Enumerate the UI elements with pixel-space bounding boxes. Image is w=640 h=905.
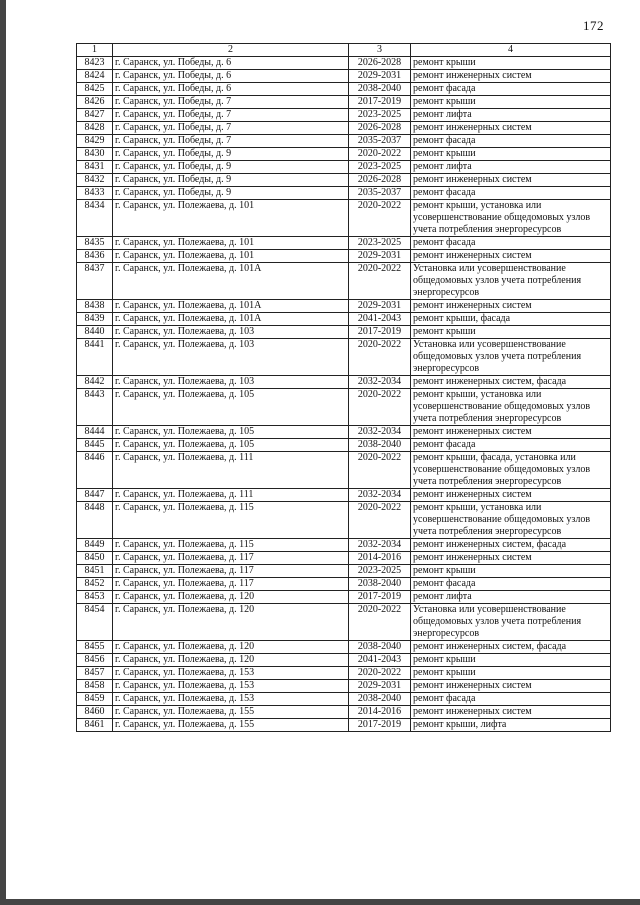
row-work-type: ремонт крыши (411, 148, 611, 161)
row-address: г. Саранск, ул. Полежаева, д. 101 (113, 250, 349, 263)
row-period: 2017-2019 (349, 96, 411, 109)
row-period: 2020-2022 (349, 452, 411, 489)
row-address: г. Саранск, ул. Победы, д. 7 (113, 109, 349, 122)
row-period: 2017-2019 (349, 591, 411, 604)
row-number: 8438 (77, 300, 113, 313)
row-work-type: ремонт крыши, фасада (411, 313, 611, 326)
table-row (77, 452, 611, 489)
row-work-type: ремонт крыши (411, 96, 611, 109)
row-period: 2020-2022 (349, 200, 411, 237)
row-period: 2023-2025 (349, 109, 411, 122)
row-period: 2032-2034 (349, 426, 411, 439)
row-number: 8440 (77, 326, 113, 339)
table-row (77, 641, 611, 654)
row-work-type: ремонт крыши (411, 326, 611, 339)
row-address: г. Саранск, ул. Победы, д. 7 (113, 122, 349, 135)
row-address: г. Саранск, ул. Полежаева, д. 111 (113, 452, 349, 489)
row-address: г. Саранск, ул. Полежаева, д. 120 (113, 641, 349, 654)
row-work-type: ремонт инженерных систем (411, 426, 611, 439)
row-number: 8436 (77, 250, 113, 263)
row-number: 8452 (77, 578, 113, 591)
column-header: 2 (113, 44, 349, 57)
row-address: г. Саранск, ул. Полежаева, д. 155 (113, 719, 349, 732)
row-period: 2038-2040 (349, 578, 411, 591)
row-number: 8425 (77, 83, 113, 96)
table-row (77, 200, 611, 237)
column-header: 3 (349, 44, 411, 57)
row-number: 8459 (77, 693, 113, 706)
table-body (77, 57, 611, 732)
row-work-type: ремонт крыши, установка или усовершенствование общедомовых узлов учета потребления энергоресурсов (411, 200, 611, 237)
row-period: 2032-2034 (349, 539, 411, 552)
row-number: 8433 (77, 187, 113, 200)
row-work-type: ремонт фасада (411, 135, 611, 148)
table-row (77, 680, 611, 693)
row-address: г. Саранск, ул. Полежаева, д. 120 (113, 591, 349, 604)
row-period: 2026-2028 (349, 57, 411, 70)
row-address: г. Саранск, ул. Победы, д. 9 (113, 161, 349, 174)
table-row (77, 148, 611, 161)
row-work-type: ремонт инженерных систем (411, 300, 611, 313)
table-row (77, 426, 611, 439)
row-period: 2014-2016 (349, 552, 411, 565)
row-work-type: ремонт лифта (411, 109, 611, 122)
row-work-type: ремонт лифта (411, 591, 611, 604)
repair-schedule-table (76, 43, 611, 732)
row-period: 2023-2025 (349, 161, 411, 174)
row-work-type: Установка или усовершенствование общедомовых узлов учета потребления энергоресурсов (411, 604, 611, 641)
row-period: 2020-2022 (349, 502, 411, 539)
row-address: г. Саранск, ул. Полежаева, д. 117 (113, 565, 349, 578)
column-header: 1 (77, 44, 113, 57)
row-number: 8454 (77, 604, 113, 641)
row-number: 8447 (77, 489, 113, 502)
row-number: 8432 (77, 174, 113, 187)
table-row (77, 161, 611, 174)
row-address: г. Саранск, ул. Победы, д. 9 (113, 187, 349, 200)
row-address: г. Саранск, ул. Полежаева, д. 153 (113, 667, 349, 680)
row-address: г. Саранск, ул. Полежаева, д. 115 (113, 502, 349, 539)
row-number: 8431 (77, 161, 113, 174)
table-row (77, 667, 611, 680)
table-row (77, 250, 611, 263)
row-period: 2026-2028 (349, 174, 411, 187)
row-work-type: ремонт инженерных систем, фасада (411, 376, 611, 389)
table-row (77, 376, 611, 389)
column-header: 4 (411, 44, 611, 57)
table-row (77, 174, 611, 187)
table-row (77, 300, 611, 313)
row-address: г. Саранск, ул. Полежаева, д. 120 (113, 654, 349, 667)
table-row (77, 389, 611, 426)
table-row (77, 693, 611, 706)
row-address: г. Саранск, ул. Полежаева, д. 105 (113, 439, 349, 452)
row-work-type: ремонт крыши (411, 667, 611, 680)
row-number: 8460 (77, 706, 113, 719)
table-row (77, 96, 611, 109)
page-number: 172 (583, 18, 604, 33)
row-address: г. Саранск, ул. Победы, д. 7 (113, 135, 349, 148)
row-period: 2017-2019 (349, 719, 411, 732)
row-number: 8423 (77, 57, 113, 70)
row-period: 2038-2040 (349, 641, 411, 654)
row-address: г. Саранск, ул. Полежаева, д. 105 (113, 426, 349, 439)
row-number: 8449 (77, 539, 113, 552)
table-header-row (77, 44, 611, 57)
row-work-type: ремонт инженерных систем (411, 122, 611, 135)
table-row (77, 83, 611, 96)
row-address: г. Саранск, ул. Победы, д. 6 (113, 57, 349, 70)
row-period: 2038-2040 (349, 439, 411, 452)
row-address: г. Саранск, ул. Полежаева, д. 103 (113, 376, 349, 389)
table-row (77, 237, 611, 250)
row-address: г. Саранск, ул. Полежаева, д. 103 (113, 326, 349, 339)
row-address: г. Саранск, ул. Полежаева, д. 105 (113, 389, 349, 426)
row-address: г. Саранск, ул. Победы, д. 6 (113, 83, 349, 96)
row-work-type: ремонт крыши, установка или усовершенствование общедомовых узлов учета потребления энергоресурсов (411, 389, 611, 426)
row-work-type: ремонт крыши (411, 565, 611, 578)
row-number: 8453 (77, 591, 113, 604)
table-row (77, 263, 611, 300)
row-period: 2035-2037 (349, 135, 411, 148)
row-address: г. Саранск, ул. Полежаева, д. 155 (113, 706, 349, 719)
row-work-type: ремонт инженерных систем (411, 706, 611, 719)
row-number: 8456 (77, 654, 113, 667)
row-period: 2029-2031 (349, 70, 411, 83)
row-work-type: ремонт инженерных систем, фасада (411, 641, 611, 654)
row-number: 8455 (77, 641, 113, 654)
row-period: 2038-2040 (349, 693, 411, 706)
table-row (77, 70, 611, 83)
row-number: 8444 (77, 426, 113, 439)
row-work-type: ремонт инженерных систем (411, 489, 611, 502)
row-number: 8434 (77, 200, 113, 237)
row-address: г. Саранск, ул. Полежаева, д. 101А (113, 263, 349, 300)
table-row (77, 604, 611, 641)
row-number: 8451 (77, 565, 113, 578)
row-work-type: ремонт крыши (411, 654, 611, 667)
table-row (77, 552, 611, 565)
row-period: 2026-2028 (349, 122, 411, 135)
table-row (77, 539, 611, 552)
row-work-type: ремонт крыши, фасада, установка или усовершенствование общедомовых узлов учета потребления энергоресурсов (411, 452, 611, 489)
row-period: 2029-2031 (349, 300, 411, 313)
row-address: г. Саранск, ул. Победы, д. 9 (113, 174, 349, 187)
row-address: г. Саранск, ул. Полежаева, д. 117 (113, 552, 349, 565)
row-number: 8427 (77, 109, 113, 122)
table-row (77, 122, 611, 135)
table-row (77, 109, 611, 122)
row-period: 2029-2031 (349, 250, 411, 263)
table-row (77, 187, 611, 200)
scan-left-edge (0, 0, 6, 905)
row-work-type: ремонт инженерных систем (411, 552, 611, 565)
row-work-type: ремонт фасада (411, 693, 611, 706)
row-period: 2041-2043 (349, 654, 411, 667)
row-number: 8457 (77, 667, 113, 680)
row-address: г. Саранск, ул. Полежаева, д. 115 (113, 539, 349, 552)
row-address: г. Саранск, ул. Победы, д. 9 (113, 148, 349, 161)
row-period: 2038-2040 (349, 83, 411, 96)
row-period: 2020-2022 (349, 339, 411, 376)
row-address: г. Саранск, ул. Полежаева, д. 153 (113, 680, 349, 693)
row-period: 2017-2019 (349, 326, 411, 339)
row-address: г. Саранск, ул. Полежаева, д. 101А (113, 313, 349, 326)
row-period: 2023-2025 (349, 237, 411, 250)
row-number: 8441 (77, 339, 113, 376)
table-row (77, 706, 611, 719)
row-period: 2014-2016 (349, 706, 411, 719)
row-work-type: ремонт крыши, лифта (411, 719, 611, 732)
row-period: 2035-2037 (349, 187, 411, 200)
row-work-type: ремонт крыши (411, 57, 611, 70)
row-work-type: ремонт фасада (411, 578, 611, 591)
row-number: 8429 (77, 135, 113, 148)
table-row (77, 578, 611, 591)
row-period: 2029-2031 (349, 680, 411, 693)
row-address: г. Саранск, ул. Полежаева, д. 101А (113, 300, 349, 313)
table-row (77, 654, 611, 667)
row-period: 2020-2022 (349, 148, 411, 161)
table-row (77, 439, 611, 452)
table-row (77, 489, 611, 502)
row-work-type: ремонт лифта (411, 161, 611, 174)
row-number: 8430 (77, 148, 113, 161)
row-period: 2023-2025 (349, 565, 411, 578)
row-period: 2020-2022 (349, 263, 411, 300)
row-work-type: ремонт инженерных систем (411, 70, 611, 83)
row-address: г. Саранск, ул. Победы, д. 6 (113, 70, 349, 83)
row-period: 2020-2022 (349, 604, 411, 641)
table-row (77, 313, 611, 326)
row-number: 8445 (77, 439, 113, 452)
row-address: г. Саранск, ул. Полежаева, д. 153 (113, 693, 349, 706)
row-number: 8428 (77, 122, 113, 135)
row-work-type: ремонт крыши, установка или усовершенствование общедомовых узлов учета потребления энергоресурсов (411, 502, 611, 539)
table-row (77, 339, 611, 376)
row-period: 2032-2034 (349, 489, 411, 502)
row-work-type: ремонт фасада (411, 439, 611, 452)
row-address: г. Саранск, ул. Полежаева, д. 111 (113, 489, 349, 502)
table-row (77, 135, 611, 148)
row-number: 8439 (77, 313, 113, 326)
row-number: 8450 (77, 552, 113, 565)
row-number: 8426 (77, 96, 113, 109)
row-address: г. Саранск, ул. Полежаева, д. 120 (113, 604, 349, 641)
row-number: 8435 (77, 237, 113, 250)
table-row (77, 502, 611, 539)
row-number: 8442 (77, 376, 113, 389)
row-address: г. Саранск, ул. Полежаева, д. 101 (113, 237, 349, 250)
row-work-type: Установка или усовершенствование общедомовых узлов учета потребления энергоресурсов (411, 263, 611, 300)
row-work-type: Установка или усовершенствование общедомовых узлов учета потребления энергоресурсов (411, 339, 611, 376)
row-number: 8448 (77, 502, 113, 539)
row-number: 8458 (77, 680, 113, 693)
row-address: г. Саранск, ул. Полежаева, д. 117 (113, 578, 349, 591)
row-work-type: ремонт инженерных систем, фасада (411, 539, 611, 552)
row-address: г. Саранск, ул. Полежаева, д. 101 (113, 200, 349, 237)
table-row (77, 326, 611, 339)
row-period: 2041-2043 (349, 313, 411, 326)
row-number: 8424 (77, 70, 113, 83)
row-address: г. Саранск, ул. Полежаева, д. 103 (113, 339, 349, 376)
row-number: 8446 (77, 452, 113, 489)
row-period: 2032-2034 (349, 376, 411, 389)
table-row (77, 719, 611, 732)
row-work-type: ремонт фасада (411, 237, 611, 250)
row-work-type: ремонт фасада (411, 83, 611, 96)
table-row (77, 57, 611, 70)
row-number: 8443 (77, 389, 113, 426)
scan-bottom-edge (0, 899, 640, 905)
row-work-type: ремонт инженерных систем (411, 174, 611, 187)
row-work-type: ремонт инженерных систем (411, 680, 611, 693)
row-number: 8437 (77, 263, 113, 300)
table-row (77, 591, 611, 604)
row-address: г. Саранск, ул. Победы, д. 7 (113, 96, 349, 109)
table-row (77, 565, 611, 578)
row-period: 2020-2022 (349, 667, 411, 680)
row-work-type: ремонт фасада (411, 187, 611, 200)
row-work-type: ремонт инженерных систем (411, 250, 611, 263)
row-number: 8461 (77, 719, 113, 732)
row-period: 2020-2022 (349, 389, 411, 426)
